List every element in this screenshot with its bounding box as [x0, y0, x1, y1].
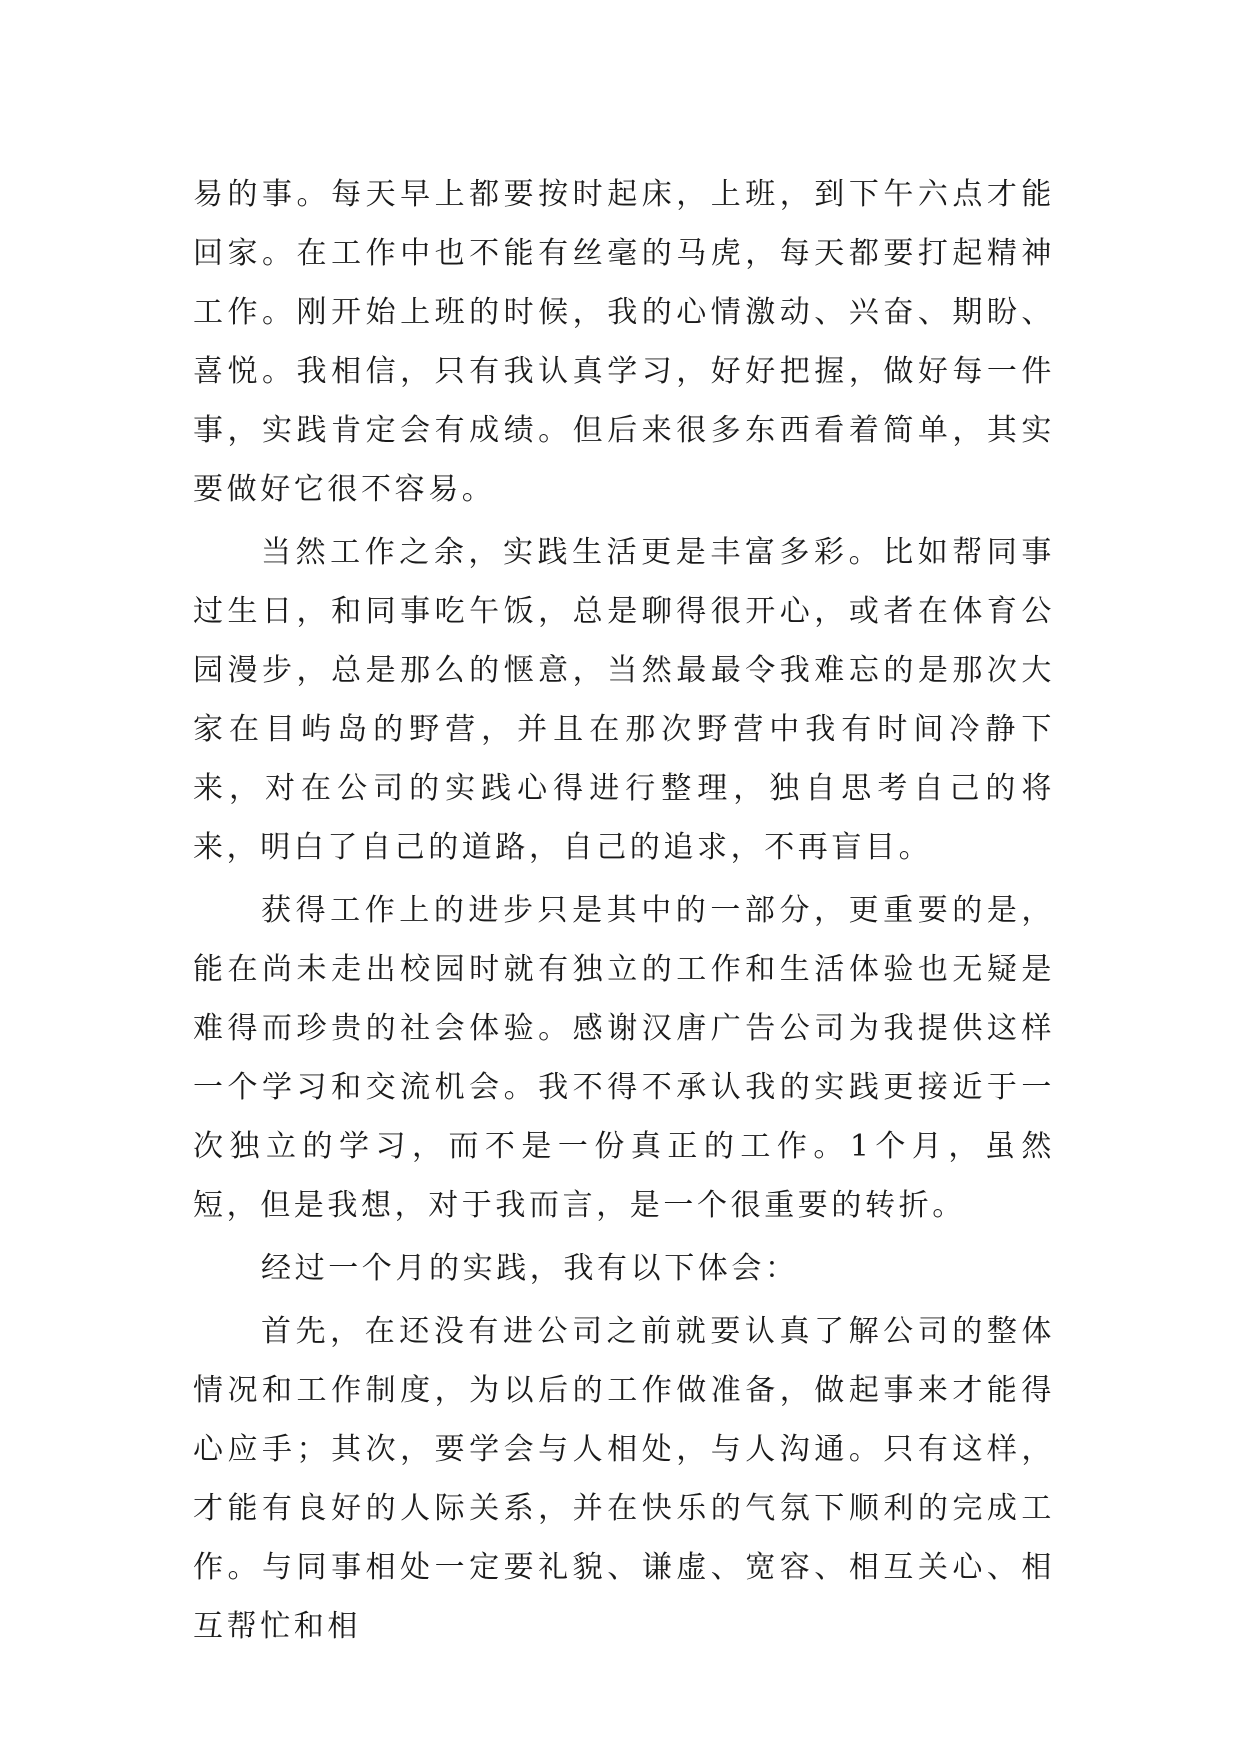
paragraph-first-point: 首先，在还没有进公司之前就要认真了解公司的整体情况和工作制度，为以后的工作做准备，做起事来才能得心应手；其次，要学会与人相处，与人沟通。只有这样，才能有良好的人际关系，并在快乐的气氛下顺利的完成工作。与同事相处一定要礼貌、谦虚、宽容、相互关心、相互帮忙和相 [193, 1314, 1055, 1644]
paragraph-after-work-life: 当然工作之余，实践生活更是丰富多彩。比如帮同事过生日，和同事吃午饭，总是聊得很开心，或者在体育公园漫步，总是那么的惬意，当然最最令我难忘的是那次大家在目屿岛的野营，并且在那次野营中我有时间冷静下来，对在公司的实践心得进行整理，独自思考自己的将来，明白了自己的道路，自己的追求，不再盲目。 [193, 535, 1055, 865]
paragraph-continuation: 易的事。每天早上都要按时起床，上班，到下午六点才能回家。在工作中也不能有丝毫的马虎，每天都要打起精神工作。刚开始上班的时候，我的心情激动、兴奋、期盼、喜悦。我相信，只有我认真学习，好好把握，做好每一件事，实践肯定会有成绩。但后来很多东西看着简单，其实要做好它很不容易。 [193, 177, 1055, 507]
paragraph-progress: 获得工作上的进步只是其中的一部分，更重要的是，能在尚未走出校园时就有独立的工作和生活体验也无疑是难得而珍贵的社会体验。感谢汉唐广告公司为我提供这样一个学习和交流机会。我不得不承认我的实践更接近于一次独立的学习，而不是一份真正的工作。1个月，虽然短，但是我想，对于我而言，是一个很重要的转折。 [193, 893, 1055, 1223]
paragraph-experience-intro: 经过一个月的实践，我有以下体会： [261, 1251, 799, 1286]
document-body [193, 165, 1055, 1660]
